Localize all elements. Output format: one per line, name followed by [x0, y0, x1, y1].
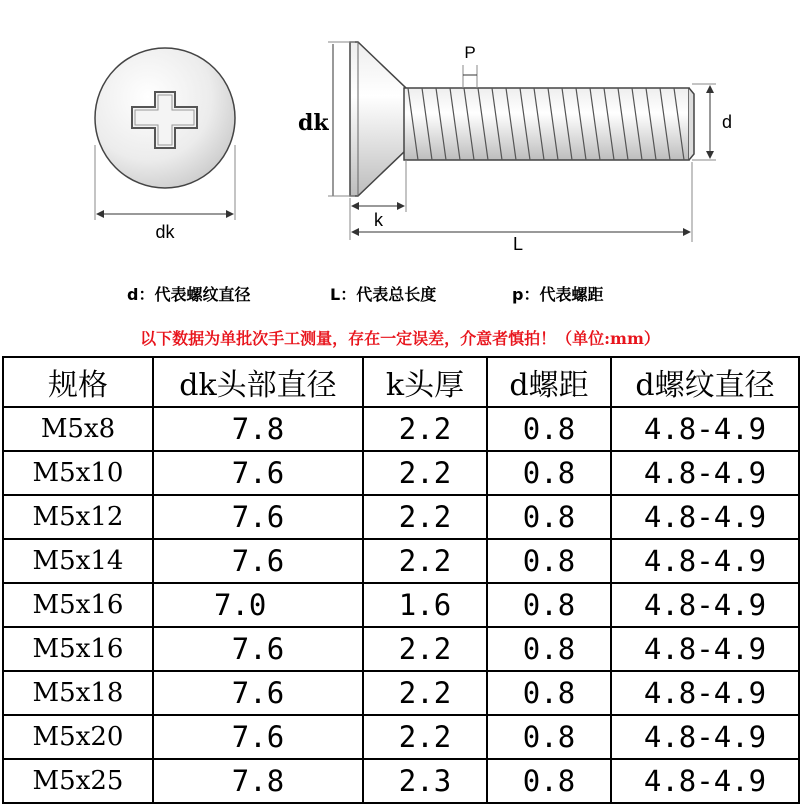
spec-cell: M5x10 — [3, 451, 153, 495]
spec-cell: M5x25 — [3, 759, 153, 803]
table-row — [3, 495, 799, 539]
thread-diameter-cell: 4.8-4.9 — [611, 715, 799, 759]
head-diameter-cell: 7.6 — [153, 627, 363, 671]
L-label: L — [513, 234, 524, 254]
table-row — [3, 451, 799, 495]
table-row — [3, 759, 799, 803]
thread-diameter-cell: 4.8-4.9 — [611, 627, 799, 671]
thread-diameter-cell: 4.8-4.9 — [611, 451, 799, 495]
header-head-diameter: dk头部直径 — [153, 357, 363, 407]
header-thread-diameter: d螺纹直径 — [611, 357, 799, 407]
dk-label-side: dk — [298, 110, 329, 136]
screw-dimension-diagram — [0, 0, 800, 270]
table-row — [3, 539, 799, 583]
pitch-cell: 0.8 — [487, 715, 611, 759]
screw-side-view — [298, 42, 732, 254]
p-label: P — [464, 43, 476, 62]
head-diameter-cell: 7.6 — [153, 495, 363, 539]
spec-cell: M5x8 — [3, 407, 153, 451]
thread-diameter-cell: 4.8-4.9 — [611, 759, 799, 803]
pitch-cell: 0.8 — [487, 759, 611, 803]
header-spec: 规格 — [3, 357, 153, 407]
pitch-cell: 0.8 — [487, 627, 611, 671]
spec-cell: M5x16 — [3, 627, 153, 671]
head-diameter-cell: 7.8 — [153, 407, 363, 451]
header-head-thickness: k头厚 — [363, 357, 487, 407]
pitch-cell: 0.8 — [487, 451, 611, 495]
head-diameter-cell: 7.8 — [153, 759, 363, 803]
table-row — [3, 627, 799, 671]
thread-diameter-cell: 4.8-4.9 — [611, 495, 799, 539]
head-diameter-cell: 7.0 — [153, 583, 363, 627]
dk-label-top: dk — [155, 222, 175, 242]
head-diameter-cell: 7.6 — [153, 451, 363, 495]
screw-head-top-view — [95, 48, 235, 242]
spec-cell: M5x20 — [3, 715, 153, 759]
table-row — [3, 671, 799, 715]
head-thickness-cell: 2.2 — [363, 407, 487, 451]
spec-cell: M5x18 — [3, 671, 153, 715]
head-thickness-cell: 2.2 — [363, 671, 487, 715]
pitch-cell: 0.8 — [487, 671, 611, 715]
spec-cell: M5x12 — [3, 495, 153, 539]
head-thickness-cell: 2.2 — [363, 495, 487, 539]
pitch-cell: 0.8 — [487, 495, 611, 539]
head-thickness-cell: 2.2 — [363, 715, 487, 759]
table-header-row — [3, 357, 799, 407]
head-diameter-cell: 7.6 — [153, 715, 363, 759]
pitch-cell: 0.8 — [487, 583, 611, 627]
table-row — [3, 407, 799, 451]
table-row — [3, 715, 799, 759]
thread-diameter-cell: 4.8-4.9 — [611, 539, 799, 583]
thread-diameter-cell: 4.8-4.9 — [611, 671, 799, 715]
d-label: d — [722, 112, 733, 132]
head-thickness-cell: 2.2 — [363, 627, 487, 671]
head-thickness-cell: 2.2 — [363, 539, 487, 583]
header-pitch: d螺距 — [487, 357, 611, 407]
spec-cell: M5x16 — [3, 583, 153, 627]
pitch-cell: 0.8 — [487, 407, 611, 451]
head-thickness-cell: 2.3 — [363, 759, 487, 803]
measurement-notice: 以下数据为单批次手工测量，存在一定误差，介意者慎拍！（单位:mm） — [140, 329, 660, 348]
specification-table — [2, 356, 800, 804]
head-thickness-cell: 2.2 — [363, 451, 487, 495]
table-row — [3, 583, 799, 627]
legend-d: d：代表螺纹直径 — [127, 285, 251, 304]
head-diameter-cell: 7.6 — [153, 539, 363, 583]
threaded-shank — [404, 88, 689, 160]
head-thickness-cell: 1.6 — [363, 583, 487, 627]
legend-p: p：代表螺距 — [512, 285, 604, 304]
pitch-cell: 0.8 — [487, 539, 611, 583]
k-label: k — [374, 210, 383, 230]
head-diameter-cell: 7.6 — [153, 671, 363, 715]
legend-L: L：代表总长度 — [330, 285, 437, 304]
thread-diameter-cell: 4.8-4.9 — [611, 407, 799, 451]
thread-diameter-cell: 4.8-4.9 — [611, 583, 799, 627]
spec-cell: M5x14 — [3, 539, 153, 583]
